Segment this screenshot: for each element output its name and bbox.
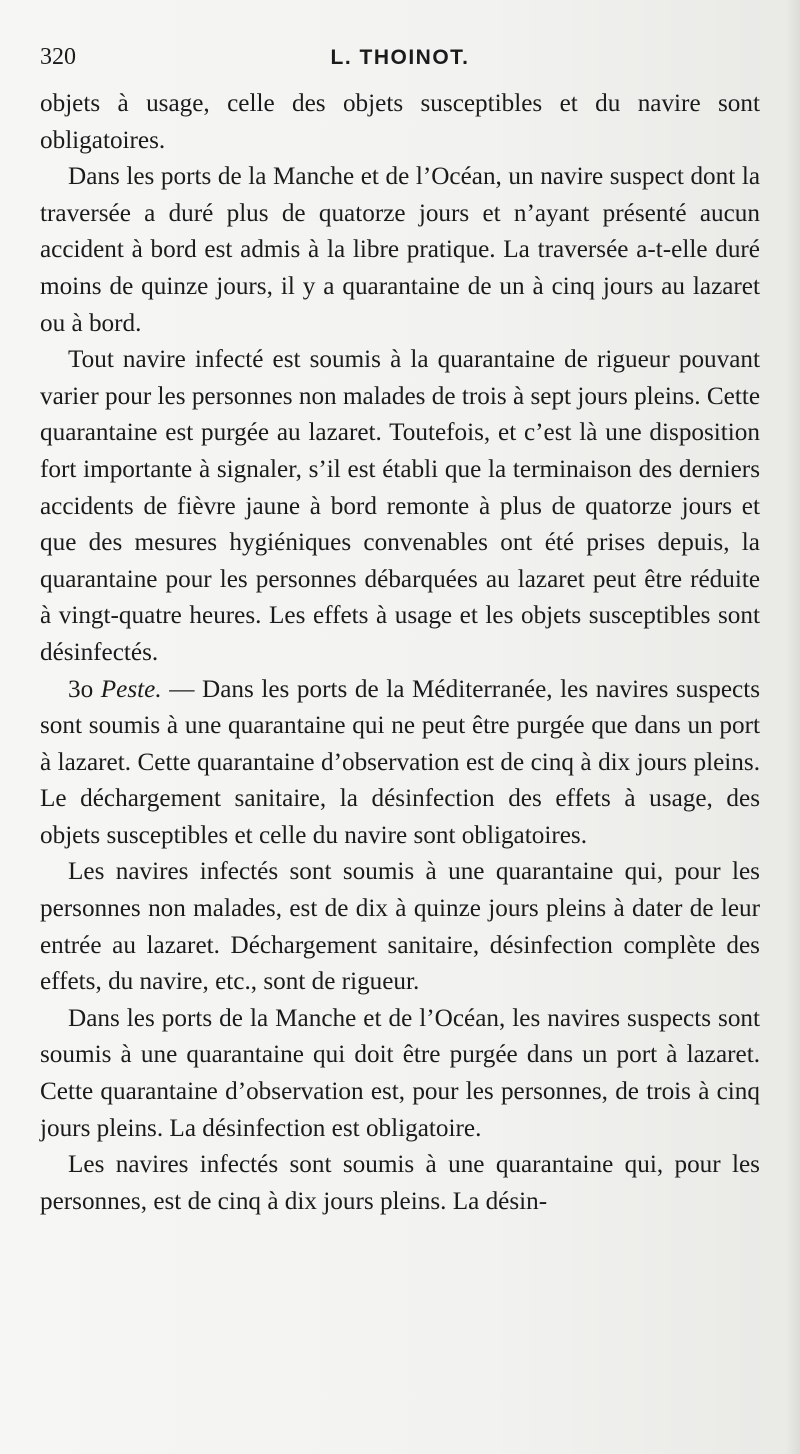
paragraph: Les navires infectés sont soumis à une quarantaine qui, pour les personnes non malades, est de dix à quinze jours pleins à dater de leur entrée au lazaret. Déchargement sanitaire, désinfection complète des effets, du navire, etc., sont de rigueur. [40, 858, 760, 996]
section-dash: — [169, 675, 195, 703]
paragraph: Dans les ports de la Manche et de l’Océan, un navire suspect dont la traversée a duré plus de quatorze jours et n’ayant présenté aucun accident à bord est admis à la libre pratique. La traversée a-t-elle duré moins de quinze jours, il y a quarantaine de un à cinq jours au lazaret ou à bord. [40, 163, 760, 337]
running-title: L. THOINOT. [330, 46, 470, 69]
paragraph: Les navires infectés sont soumis à une quarantaine qui, pour les personnes, est de cinq à dix jours pleins. La désin- [40, 1151, 760, 1215]
section-number: 3o [68, 675, 94, 703]
running-head [40, 44, 760, 82]
paragraph: Dans les ports de la Manche et de l’Océan, les navires suspects sont soumis à une quarantaine qui doit être purgée dans un port à lazaret. Cette quarantaine d’observation est, pour les personnes, de trois à cinq jours pleins. La désinfection est obligatoire. [40, 1004, 760, 1142]
section-paragraph-peste [40, 672, 760, 855]
page-number: 320 [40, 44, 76, 70]
section-text: Dans les ports de la Méditerranée, les navires suspects sont soumis à une quarantaine qui ne peut être purgée que dans un port à lazaret. Cette quarantaine d’observation est de cinq à dix jours pleins. Le déchargement sanitaire, la désinfection des effets à usage, des objets susceptibles et celle du navire sont obligatoires. [40, 675, 761, 849]
page-edge-shadow [786, 0, 800, 1454]
body-text [40, 86, 760, 1220]
section-title: Peste. [100, 675, 162, 703]
paragraph: Tout navire infecté est soumis à la quarantaine de rigueur pouvant varier pour les personnes non malades de trois à sept jours pleins. Cette quarantaine est purgée au lazaret. Toutefois, et c’est là une disposition fort importante à signaler, s’il est établi que la terminaison des derniers accidents de fièvre jaune à bord remonte à plus de quatorze jours et que des mesures hygiéniques convenables ont été prises depuis, la quarantaine pour les personnes débarquées au lazaret peut être réduite à vingt-quatre heures. Les effets à usage et les objets susceptibles sont désinfectés. [40, 346, 760, 666]
paragraph-continuation: objets à usage, celle des objets susceptibles et du navire sont obligatoires. [40, 90, 760, 154]
